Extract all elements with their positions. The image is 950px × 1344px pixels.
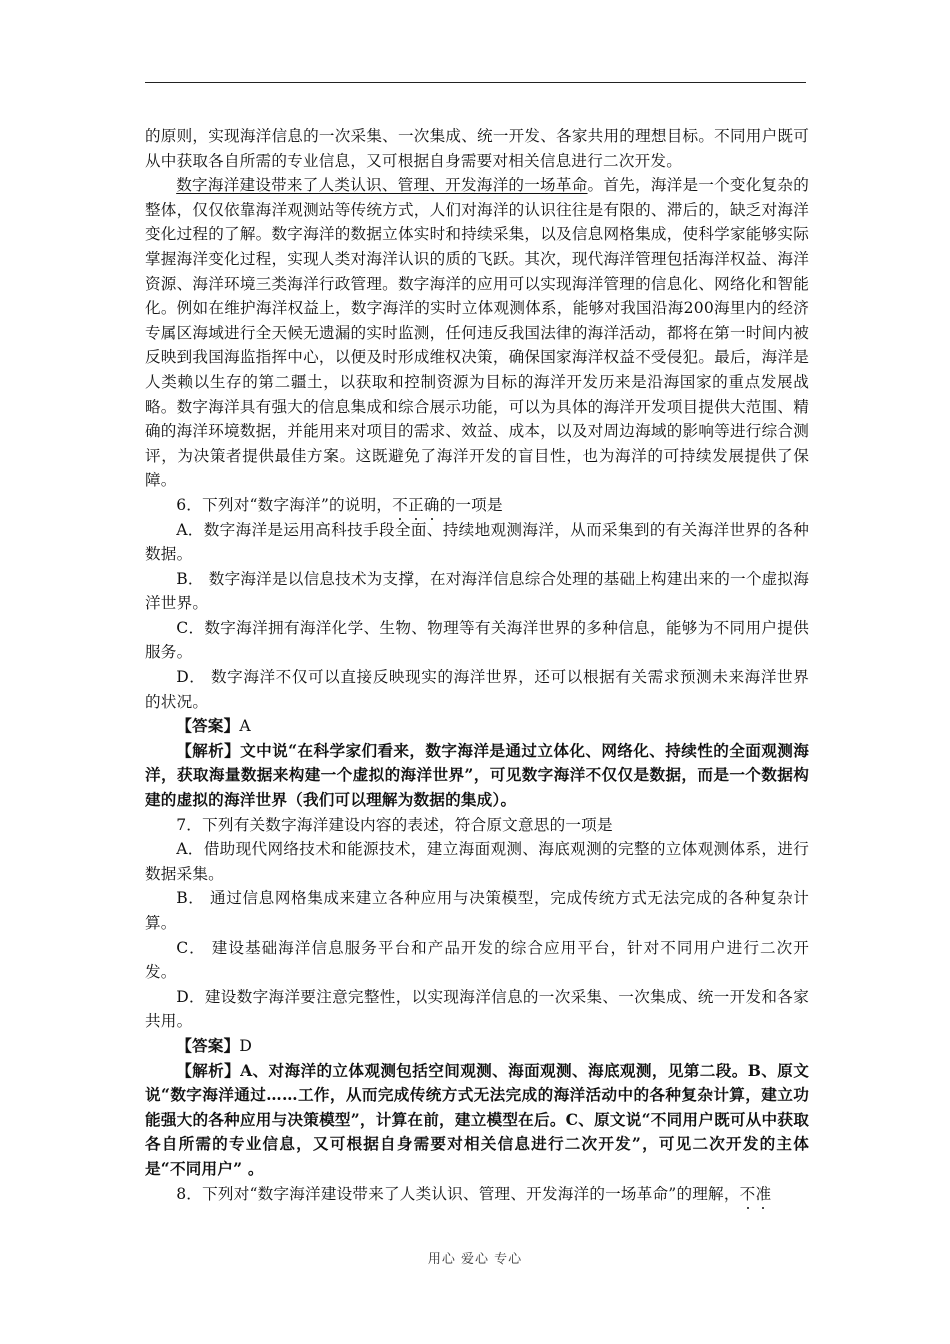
question-7-option-a: A．借助现代网络技术和能源技术，建立海面观测、海底观测的完整的立体观测体系，进行数据采集。 bbox=[145, 840, 809, 883]
question-6-option-a: A．数字海洋是运用高科技手段全面、持续地观测海洋，从而采集到的有关海洋世界的各种数据。 bbox=[145, 520, 809, 564]
emphasis-dot-char: 准 bbox=[755, 1184, 772, 1203]
question-6-option-c: C．数字海洋拥有海洋化学、生物、物理等有关海洋世界的多种信息，能够为不同用户提供服务。 bbox=[145, 618, 809, 662]
question-7-option-d: D．建设数字海洋要注意完整性，以实现海洋信息的一次采集、一次集成、统一开发和各家共用。 bbox=[145, 987, 809, 1031]
passage-paragraph-2 bbox=[145, 173, 809, 493]
question-6-analysis: 【解析】文中说“在科学家们看来，数字海洋是通过立体化、网络化、持续性的全面观测海洋，获取海量数据来构建一个虚拟的海洋世界”，可见数字海洋不仅仅是数据，而是一个数据构建的虚拟的海洋世界（我们可以理解为数据的集成）。 bbox=[145, 740, 809, 810]
passage-paragraph-2-text: 。首先，海洋是一个变化复杂的整体，仅仅依靠海洋观测站等传统方式，人们对海洋的认识往往是有限的、滞后的，缺乏对海洋变化过程的了解。数字海洋的数据立体实时和持续采集，以及信息网格集成，使科学家能够实际掌握海洋变化过程，实现人类对海洋认识的质的飞跃。其次，现代海洋管理包括海洋权益、海洋资源、海洋环境三类海洋行政管理。数字海洋的应用可以实现海洋管理的信息化、网络化和智能化。例如在维护海洋权益上，数字海洋的实时立体观测体系，能够对我国沿海200海里内的经济专属区海域进行全天候无遗漏的实时监测，任何违反我国法律的海洋活动，都将在第一时间内被反映到我国海监指挥中心，以便及时形成维权决策，确保国家海洋权益不受侵犯。最后，海洋是人类赖以生存的第二疆土，以获取和控制资源为目标的海洋开发历来是沿海国家的重点发展战略。数字海洋具有强大的信息集成和综合展示功能，可以为具体的海洋开发项目提供大范围、精确的海洋环境数据，并能用来对项目的需求、效益、成本，以及对周边海域的影响等进行综合测评，为决策者提供最佳方案。这既避免了海洋开发的盲目性，也为海洋的可持续发展提供了保障。 bbox=[145, 176, 809, 490]
question-7-option-c: C． 建设基础海洋信息服务平台和产品开发的综合应用平台，针对不同用户进行二次开发。 bbox=[145, 938, 809, 982]
question-8-stem: 8．下列对“数字海洋建设带来了人类认识、管理、开发海洋的一场革命”的理解，不准 bbox=[176, 1184, 772, 1203]
question-6-option-b: B． 数字海洋是以信息技术为支撑，在对海洋信息综合处理的基础上构建出来的一个虚拟海洋世界。 bbox=[145, 569, 809, 613]
underlined-key-sentence: 数字海洋建设带来了人类认识、管理、开发海洋的一场革命 bbox=[176, 176, 588, 195]
emphasis-dot-char: 不 bbox=[739, 1184, 756, 1203]
question-7-stem: 7．下列有关数字海洋建设内容的表述，符合原文意思的一项是 bbox=[176, 815, 613, 834]
header-rule bbox=[145, 82, 806, 83]
emphasis-dot-char: 不 bbox=[392, 495, 408, 514]
page-footer: 用心 爱心 专心 bbox=[427, 1252, 523, 1267]
question-7-analysis: 【解析】A、对海洋的立体观测包括空间观测、海面观测、海底观测，见第二段。B、原文说“数字海洋通过……工作，从而完成传统方式无法完成的海洋活动中的各种复杂计算，建立功能强大的各种应用与决策模型”，计算在前，建立模型在后。C、原文说“不同用户既可从中获取各自所需的专业信息，又可根据自身需要对相关信息进行二次开发”，可见二次开发的主体是“不同用户” 。 bbox=[145, 1060, 809, 1178]
question-6-answer: 【答案】A bbox=[176, 716, 251, 736]
document-body bbox=[145, 124, 809, 1206]
emphasis-dot-char: 正 bbox=[407, 495, 424, 514]
question-7-answer: 【答案】D bbox=[176, 1035, 253, 1055]
question-6-stem: 6．下列对“数字海洋”的说明，不正确的一项是 bbox=[176, 495, 503, 514]
passage-paragraph-1: 的原则，实现海洋信息的一次采集、一次集成、统一开发、各家共用的理想目标。不同用户既可从中获取各自所需的专业信息，又可根据自身需要对相关信息进行二次开发。 bbox=[145, 127, 809, 170]
question-6-option-d: D． 数字海洋不仅可以直接反映现实的海洋世界，还可以根据有关需求预测未来海洋世界的状况。 bbox=[145, 668, 809, 711]
emphasis-dot-char: 确 bbox=[423, 495, 440, 514]
question-7-option-b: B． 通过信息网格集成来建立各种应用与决策模型，完成传统方式无法完成的各种复杂计算。 bbox=[145, 889, 809, 932]
